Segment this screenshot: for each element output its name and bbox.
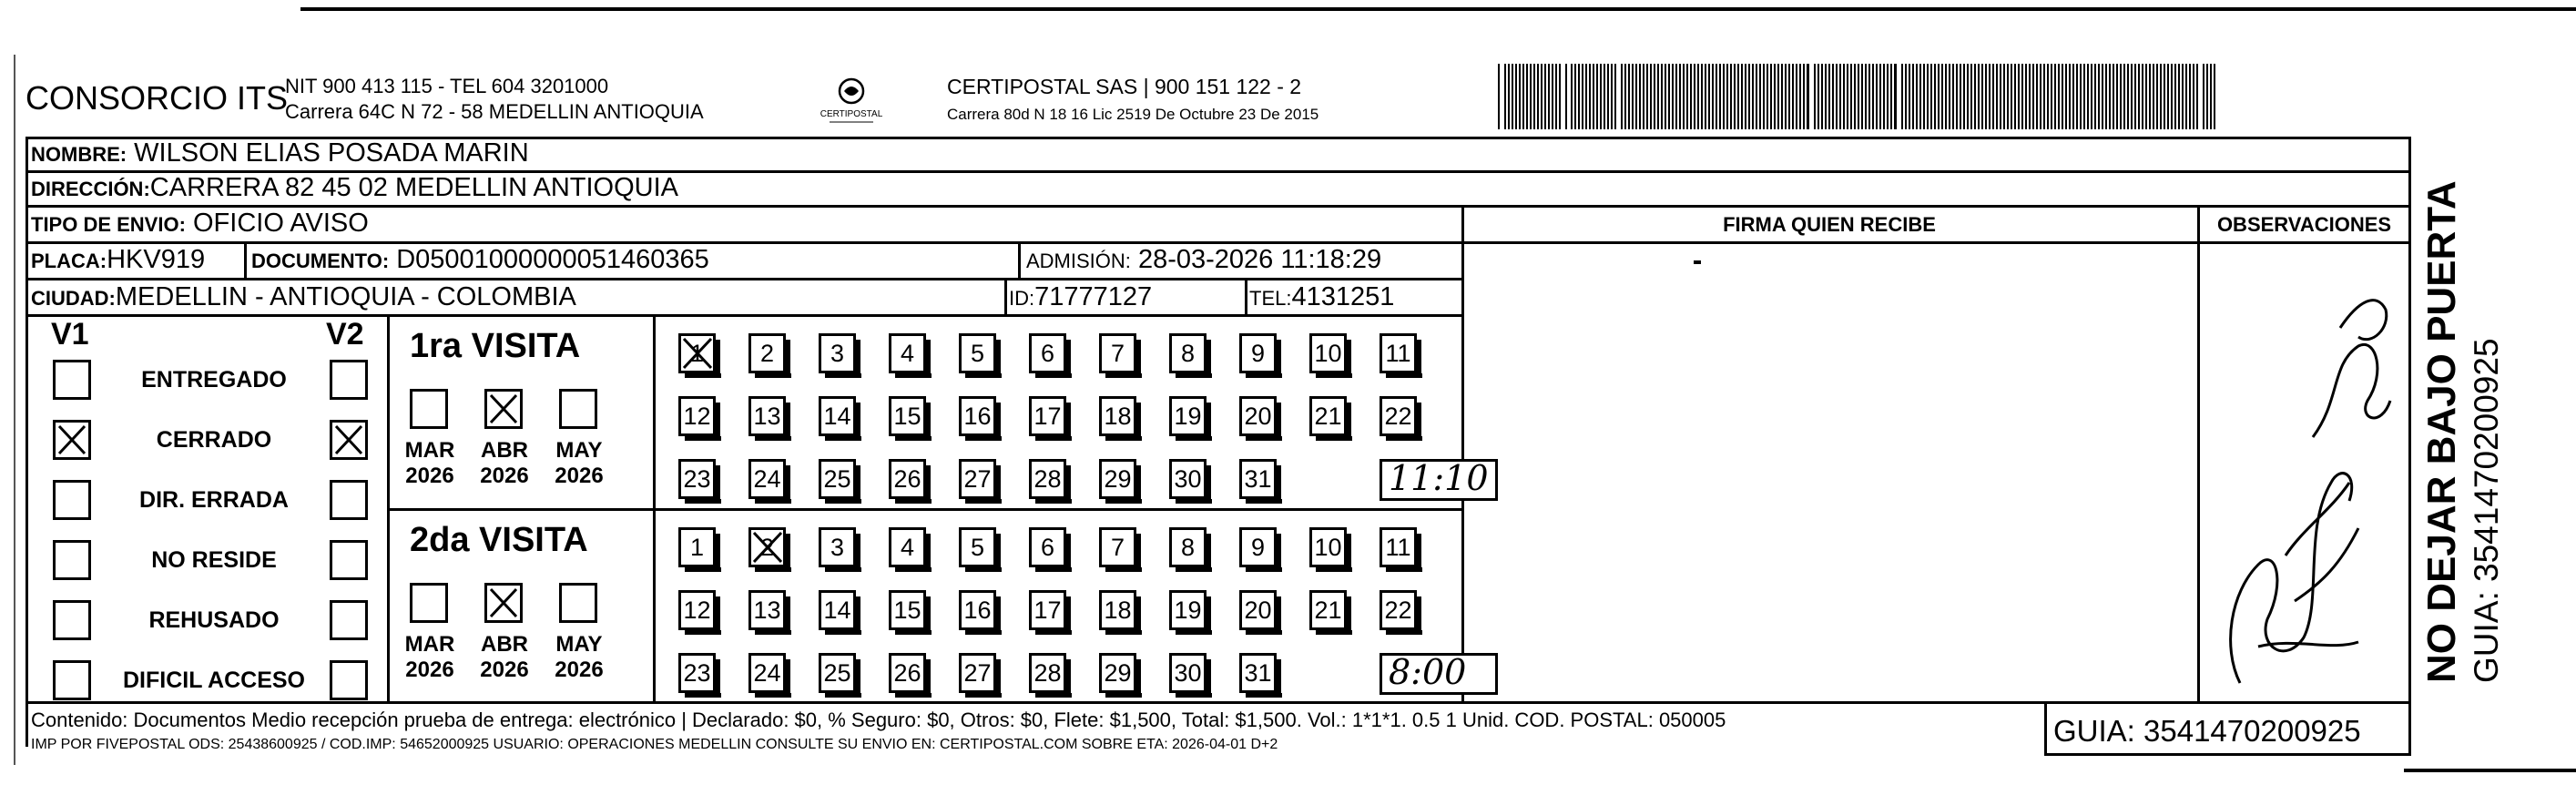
day-box[interactable]: 24 xyxy=(748,459,786,499)
v2-checkbox[interactable] xyxy=(330,480,368,520)
v2-check-mark xyxy=(333,423,364,456)
day-box[interactable]: 15 xyxy=(889,590,926,630)
day-box[interactable]: 23 xyxy=(678,653,716,693)
side-notice xyxy=(2413,127,2550,692)
placa-value: HKV919 xyxy=(107,245,206,274)
month-checkbox[interactable] xyxy=(559,389,597,429)
rule xyxy=(25,241,2411,244)
direccion-value: CARRERA 82 45 02 MEDELLIN ANTIOQUIA xyxy=(149,173,678,202)
day-box[interactable]: 14 xyxy=(819,396,856,436)
day-box[interactable]: 9 xyxy=(1239,527,1277,567)
ciudad-row: CIUDAD:MEDELLIN - ANTIOQUIA - COLOMBIA xyxy=(31,282,576,311)
rule xyxy=(25,278,1464,280)
rule xyxy=(2044,753,2411,756)
day-box[interactable]: 5 xyxy=(959,527,996,567)
month-label: ABR 2026 xyxy=(480,632,529,682)
day-box[interactable]: 28 xyxy=(1029,653,1066,693)
tipo-row: TIPO DE ENVIO: OFICIO AVISO xyxy=(31,209,369,238)
rule xyxy=(2044,701,2047,756)
status-label: ENTREGADO xyxy=(141,367,287,392)
admision-row: ADMISIÓN: 28-03-2026 11:18:29 xyxy=(1026,245,1382,274)
day-box[interactable]: 13 xyxy=(748,396,786,436)
day-box[interactable]: 12 xyxy=(678,396,716,436)
month-check-mark xyxy=(488,586,519,619)
observaciones-header: OBSERVACIONES xyxy=(2216,213,2392,236)
day-box[interactable]: 11 xyxy=(1380,527,1417,567)
day-box[interactable]: 3 xyxy=(819,333,856,373)
month-label: ABR 2026 xyxy=(480,438,529,488)
footer-contenido: Contenido: Documentos Medio recepción prueba de entrega: electrónico | Declarado: $0, % Seguro: $0, Otros: $0, Flete: $1,500, Total: $1,500. Vol.: 1*1*1. 0.5 1 Unid. COD. POSTAL: 050005 xyxy=(31,709,1726,731)
day-box[interactable]: 17 xyxy=(1029,590,1066,630)
placa-row: PLACA:HKV919 xyxy=(31,245,206,274)
documento-row: DOCUMENTO: D05001000000051460365 xyxy=(251,245,709,274)
day-box[interactable]: 18 xyxy=(1099,396,1136,436)
day-box[interactable]: 12 xyxy=(678,590,716,630)
rule xyxy=(387,508,1464,511)
day-box[interactable]: 21 xyxy=(1309,590,1347,630)
ciudad-value: MEDELLIN - ANTIOQUIA - COLOMBIA xyxy=(115,282,576,311)
bottom-right-rule xyxy=(2404,769,2576,772)
side-guia: GUIA: 3541470200925 xyxy=(2468,338,2505,683)
day-box[interactable]: 28 xyxy=(1029,459,1066,499)
tel-value: 4131251 xyxy=(1291,282,1395,311)
day-box[interactable]: 2 xyxy=(748,333,786,373)
day-box[interactable]: 16 xyxy=(959,396,996,436)
rule xyxy=(25,205,2411,208)
day-box[interactable]: 20 xyxy=(1239,590,1277,630)
month-label: MAY 2026 xyxy=(555,632,604,682)
barcode xyxy=(1498,64,2226,129)
company-nit: NIT 900 413 115 - TEL 604 3201000 xyxy=(285,75,609,97)
documento-value: D05001000000051460365 xyxy=(396,245,709,274)
day-box[interactable]: 31 xyxy=(1239,459,1277,499)
firma-header: FIRMA QUIEN RECIBE xyxy=(1723,213,1936,236)
day-check-mark xyxy=(681,336,714,371)
day-box[interactable]: 8 xyxy=(1169,527,1207,567)
rule xyxy=(2408,137,2411,756)
day-box[interactable]: 24 xyxy=(748,653,786,693)
v1-checkbox[interactable] xyxy=(53,660,91,700)
v1-checkbox[interactable] xyxy=(53,360,91,400)
v1-checkbox[interactable] xyxy=(53,600,91,640)
month-label: MAY 2026 xyxy=(555,438,604,488)
month-checkbox[interactable] xyxy=(410,583,448,623)
svg-text:CERTIPOSTAL: CERTIPOSTAL xyxy=(820,109,883,119)
month-label: MAR 2026 xyxy=(404,632,455,682)
v2-checkbox[interactable] xyxy=(330,360,368,400)
day-box[interactable]: 6 xyxy=(1029,527,1066,567)
company-name: CONSORCIO ITS xyxy=(25,79,289,117)
day-box[interactable]: 19 xyxy=(1169,590,1207,630)
v1-check-mark xyxy=(56,423,87,456)
day-box[interactable]: 23 xyxy=(678,459,716,499)
day-box[interactable]: 11 xyxy=(1380,333,1417,373)
rule xyxy=(1245,278,1247,314)
certipostal-license: Carrera 80d N 18 16 Lic 2519 De Octubre 23 De 2015 xyxy=(947,106,1319,123)
status-label: REHUSADO xyxy=(148,607,280,633)
v1-label: V1 xyxy=(51,317,89,352)
top-rule xyxy=(300,7,2576,11)
day-box[interactable]: 22 xyxy=(1380,590,1417,630)
handwritten-observation xyxy=(2204,255,2404,701)
id-value: 71777127 xyxy=(1034,282,1153,311)
month-label: MAR 2026 xyxy=(404,438,455,488)
day-check-mark xyxy=(751,530,784,565)
left-edge xyxy=(14,55,15,765)
day-box[interactable]: 27 xyxy=(959,653,996,693)
day-box[interactable]: 26 xyxy=(889,459,926,499)
day-box[interactable]: 3 xyxy=(819,527,856,567)
v2-checkbox[interactable] xyxy=(330,540,368,580)
day-box[interactable]: 14 xyxy=(819,590,856,630)
direccion-row: DIRECCIÓN:CARRERA 82 45 02 MEDELLIN ANTIOQUIA xyxy=(31,173,678,202)
nombre-value: WILSON ELIAS POSADA MARIN xyxy=(134,138,529,168)
day-box[interactable]: 5 xyxy=(959,333,996,373)
day-box[interactable]: 20 xyxy=(1239,396,1277,436)
day-box[interactable]: 10 xyxy=(1309,333,1347,373)
day-box[interactable]: 21 xyxy=(1309,396,1347,436)
rule xyxy=(25,314,1464,317)
v1-checkbox[interactable] xyxy=(53,540,91,580)
day-box[interactable]: 30 xyxy=(1169,653,1207,693)
rule xyxy=(25,701,2411,704)
footer-guia: GUIA: 3541470200925 xyxy=(2053,714,2361,748)
day-box[interactable]: 17 xyxy=(1029,396,1066,436)
day-box[interactable]: 18 xyxy=(1099,590,1136,630)
rule xyxy=(2197,205,2200,704)
day-box[interactable]: 1 xyxy=(678,527,716,567)
company-address: Carrera 64C N 72 - 58 MEDELLIN ANTIOQUIA xyxy=(285,100,704,123)
day-box[interactable]: 8 xyxy=(1169,333,1207,373)
day-box[interactable]: 30 xyxy=(1169,459,1207,499)
rule xyxy=(1461,205,1464,704)
day-box[interactable]: 1 xyxy=(678,333,716,373)
day-box[interactable]: 26 xyxy=(889,653,926,693)
day-box[interactable]: 15 xyxy=(889,396,926,436)
day-box[interactable]: 31 xyxy=(1239,653,1277,693)
status-label: DIR. ERRADA xyxy=(139,487,289,513)
day-box[interactable]: 7 xyxy=(1099,527,1136,567)
rule xyxy=(244,244,247,278)
rule xyxy=(25,137,28,747)
day-box[interactable]: 9 xyxy=(1239,333,1277,373)
status-label: NO RESIDE xyxy=(151,547,277,573)
status-label: DIFICIL ACCESO xyxy=(122,668,305,693)
admision-value: 28-03-2026 11:18:29 xyxy=(1137,245,1382,274)
day-box[interactable]: 6 xyxy=(1029,333,1066,373)
month-checkbox[interactable] xyxy=(559,583,597,623)
tel-row: TEL:4131251 xyxy=(1249,282,1395,311)
certipostal-nit: CERTIPOSTAL SAS | 900 151 122 - 2 xyxy=(947,75,1302,98)
day-box[interactable]: 22 xyxy=(1380,396,1417,436)
day-box[interactable]: 25 xyxy=(819,653,856,693)
v2-checkbox[interactable] xyxy=(330,660,368,700)
day-box[interactable]: 4 xyxy=(889,527,926,567)
day-box[interactable]: 2 xyxy=(748,527,786,567)
visit-title: 2da VISITA xyxy=(410,521,588,559)
certipostal-logo xyxy=(815,73,888,127)
visit-time-handwritten: 11:10 xyxy=(1389,458,1489,498)
visit-time-handwritten: 8:00 xyxy=(1389,652,1467,692)
day-box[interactable]: 7 xyxy=(1099,333,1136,373)
day-box[interactable]: 29 xyxy=(1099,653,1136,693)
visit-title: 1ra VISITA xyxy=(410,327,581,365)
stray-mark xyxy=(1694,260,1701,264)
month-checkbox[interactable] xyxy=(410,389,448,429)
day-box[interactable]: 13 xyxy=(748,590,786,630)
day-box[interactable]: 25 xyxy=(819,459,856,499)
day-box[interactable]: 10 xyxy=(1309,527,1347,567)
day-box[interactable]: 16 xyxy=(959,590,996,630)
month-check-mark xyxy=(488,392,519,425)
day-box[interactable]: 4 xyxy=(889,333,926,373)
rule xyxy=(1018,244,1021,278)
status-label: CERRADO xyxy=(156,427,272,453)
day-box[interactable]: 27 xyxy=(959,459,996,499)
id-row: ID:71777127 xyxy=(1009,282,1153,311)
day-box[interactable]: 19 xyxy=(1169,396,1207,436)
day-box[interactable]: 29 xyxy=(1099,459,1136,499)
side-no-dejar: NO DEJAR BAJO PUERTA xyxy=(2419,180,2464,683)
v2-label: V2 xyxy=(326,317,364,352)
v2-checkbox[interactable] xyxy=(330,600,368,640)
v1-checkbox[interactable] xyxy=(53,480,91,520)
footer-imp: IMP POR FIVEPOSTAL ODS: 25438600925 / COD.IMP: 54652000925 USUARIO: OPERACIONES MEDELLIN CONSULTE SU ENVIO EN: CERTIPOSTAL.COM SOBRE ETA: 2026-04-01 D+2 xyxy=(31,737,1278,752)
rule xyxy=(1004,278,1007,314)
nombre-row: NOMBRE: WILSON ELIAS POSADA MARIN xyxy=(31,138,529,168)
tipo-value: OFICIO AVISO xyxy=(192,209,369,238)
